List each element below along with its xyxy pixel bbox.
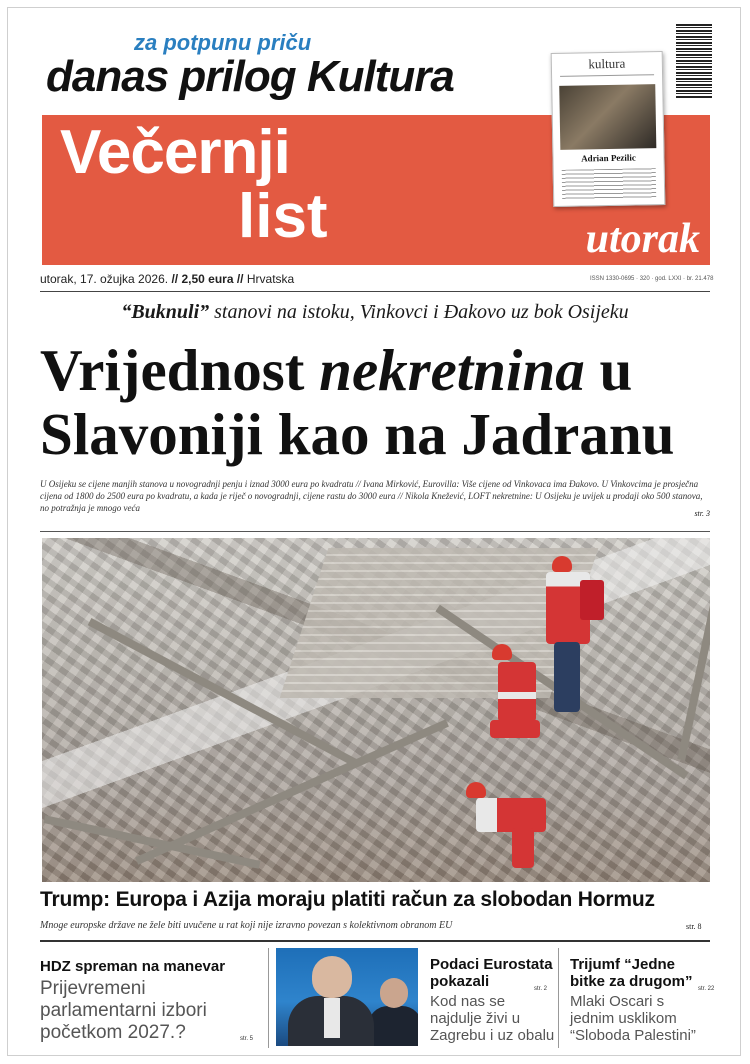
supplement-divider: [560, 74, 654, 77]
promo-headline: danas prilog Kultura: [46, 52, 454, 101]
kultura-supplement-cover[interactable]: [551, 51, 666, 207]
divider: [40, 531, 710, 532]
dateline-sep-2: //: [236, 272, 244, 286]
helmet-icon: [466, 782, 486, 798]
second-story-page-ref: str. 8: [686, 922, 702, 931]
kicker-text: stanovi na istoku, Vinkovci i Đakovo uz bok Osijeku: [214, 301, 629, 323]
teaser-body: Mlaki Oscari s jednim usklikom “Sloboda Palestini”: [570, 993, 696, 1044]
lead-headline[interactable]: [40, 338, 674, 466]
second-story-headline[interactable]: Trump: Europa i Azija moraju platiti račun za slobodan Hormuz: [40, 888, 655, 911]
person-shirt: [324, 998, 340, 1038]
column-divider: [558, 948, 559, 1048]
backpack: [580, 580, 604, 620]
teaser-heading: Trijumf “Jedne bitke za drugom”: [570, 956, 693, 990]
issn-line: ISSN 1330-0695 · 320 · god. LXXI · br. 21.478: [590, 276, 714, 282]
supplement-photo: [559, 84, 656, 150]
person-suit: [368, 1006, 418, 1046]
lead-deck-text: U Osijeku se cijene manjih stanova u novogradnji penju i iznad 3000 eura po kvadratu // Ivana Mirković, Eurovilla: Više cijene od Vinkovaca ima Đakovo. U Vinkovcima je prosječna cijena od 1800 do 2500 eura po kvadratu, a kada je riječ o novogradnji, cijene rastu do 3000 eura // Nikola Knežević, LOFT nekretnine: U Osijeku je uvijek u prodaji oko 500 stanova, no potražnja je mnogo veća: [40, 479, 703, 513]
teaser-heading: HDZ spreman na manevar: [40, 958, 226, 975]
teaser-body: Kod nas se najdulje živi u Zagrebu i uz obalu: [430, 993, 555, 1044]
column-divider: [268, 948, 269, 1048]
masthead-title-line2: list: [238, 182, 328, 251]
rescuer-body: [476, 798, 546, 832]
barcode-icon: [676, 24, 712, 98]
supplement-cover-name: Adrian Pezilic: [581, 152, 636, 164]
supplement-text-block: [562, 168, 657, 200]
beam: [135, 719, 449, 865]
teaser-page-ref: str. 2: [534, 986, 548, 992]
rescuer-worker: [442, 778, 552, 878]
issue-country: Hrvatska: [246, 272, 295, 286]
headline-line1: Vrijednost nekretnina u: [40, 337, 633, 403]
dateline-sep-1: //: [171, 272, 179, 286]
divider: [40, 940, 710, 942]
teaser-heading: Podaci Eurostata pokazali: [430, 956, 553, 990]
headline-line2: Slavoniji kao na Jadranu: [40, 401, 675, 467]
helmet-icon: [552, 556, 572, 572]
lead-photo-rubble-rescue[interactable]: [42, 538, 710, 882]
beam: [677, 563, 710, 760]
divider: [40, 291, 710, 292]
headline-emphasis: nekretnina: [319, 337, 585, 403]
lead-kicker: [40, 301, 710, 324]
kicker-quote: “Buknuli”: [121, 301, 210, 323]
issue-date: utorak, 17. ožujka 2026.: [40, 272, 169, 286]
issue-price: 2,50 eura: [181, 272, 234, 286]
rescuer-legs: [512, 828, 534, 868]
helmet-icon: [492, 644, 512, 660]
person-head: [380, 978, 408, 1008]
teaser-page-ref: str. 5: [240, 1036, 254, 1042]
rescuer-worker: [482, 638, 562, 758]
promo-tagline: za potpunu priču: [134, 30, 312, 55]
dateline: [40, 272, 294, 286]
politicians-photo[interactable]: [276, 948, 418, 1046]
teaser-page-ref: str. 22: [698, 986, 715, 992]
masthead-title-line1: Večernji: [60, 118, 290, 187]
lead-deck: [40, 478, 710, 518]
rescuer-legs: [490, 720, 540, 738]
rescuer-body: [498, 662, 536, 722]
teaser-body: Prijevremeni parlamentarni izbori početkom 2027.?: [40, 978, 207, 1043]
masthead-day: utorak: [585, 216, 700, 262]
lead-page-ref: str. 3: [694, 509, 710, 518]
person-head: [312, 956, 352, 998]
second-story-deck: Mnoge europske države ne žele biti uvučene u rat koji nije izravno povezan s kolektivnom obranom EU: [40, 920, 453, 931]
supplement-title: kultura: [588, 55, 626, 72]
